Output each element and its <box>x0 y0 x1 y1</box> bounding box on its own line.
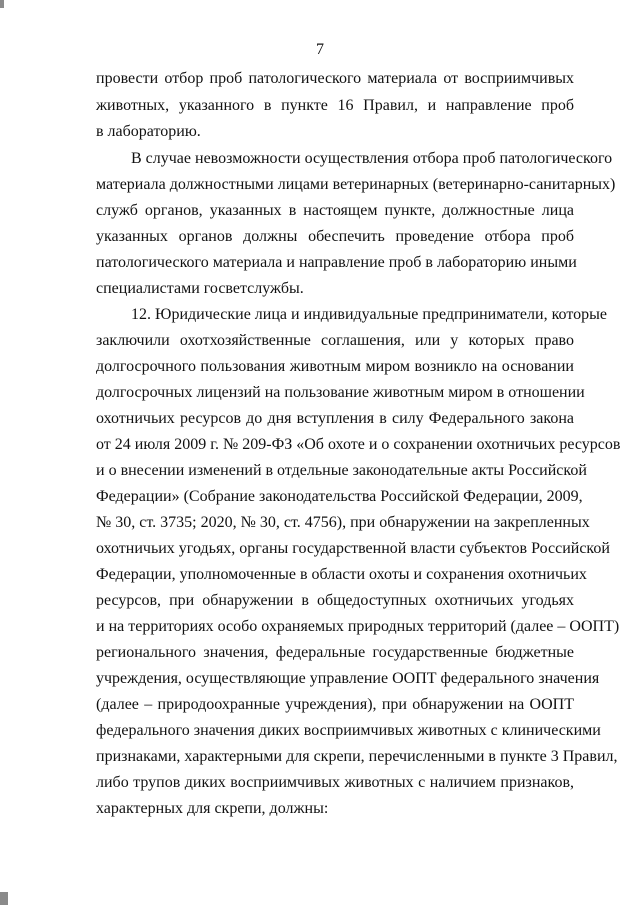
scan-edge-mark-bottom <box>0 892 8 905</box>
text-line: в лабораторию. <box>96 123 201 140</box>
text-line: характерных для скрепи, должны: <box>96 800 329 817</box>
text-line: провести отбор проб патологического материала от восприимчивых <box>96 70 574 87</box>
text-line: патологического материала и направление проб в лабораторию иными <box>96 254 577 271</box>
paragraph-first-line: В случае невозможности осуществления отбора проб патологического <box>131 150 613 167</box>
text-line: специалистами госветслужбы. <box>96 280 304 297</box>
text-line: долгосрочных лицензий на пользование животным миром в отношении <box>96 384 585 401</box>
text-line: и на территориях особо охраняемых природных территорий (далее – ООПТ) <box>96 618 620 635</box>
text-line: признаками, характерными для скрепи, перечисленными в пункте 3 Правил, <box>96 748 618 765</box>
text-line: указанных органов должны обеспечить проведение отбора проб <box>96 228 574 245</box>
text-line: № 30, ст. 3735; 2020, № 30, ст. 4756), при обнаружении на закрепленных <box>96 514 590 531</box>
text-line: учреждения, осуществляющие управление ООПТ федерального значения <box>96 670 600 687</box>
scan-edge-mark-top <box>0 0 4 8</box>
text-line: долгосрочного пользования животным миром возникло на основании <box>96 358 574 375</box>
text-line: регионального значения, федеральные государственные бюджетные <box>96 644 574 661</box>
text-line: ресурсов, при обнаружении в общедоступных охотничьих угодьях <box>96 592 574 609</box>
text-line: и о внесении изменений в отдельные законодательные акты Российской <box>96 462 587 479</box>
page-number: 7 <box>316 41 324 58</box>
text-line: охотничьих угодьях, органы государственной власти субъектов Российской <box>96 540 610 557</box>
text-line: материала должностными лицами ветеринарных (ветеринарно-санитарных) <box>96 176 616 193</box>
text-line: федерального значения диких восприимчивых животных с клиническими <box>96 722 601 739</box>
text-line: от 24 июля 2009 г. № 209-ФЗ «Об охоте и о сохранении охотничьих ресурсов <box>96 436 621 453</box>
text-line: животных, указанного в пункте 16 Правил, и направление проб <box>96 97 574 114</box>
text-line: (далее – природоохранные учреждения), при обнаружении на ООПТ <box>96 696 574 713</box>
text-line: охотничьих ресурсов до дня вступления в силу Федерального закона <box>96 410 574 427</box>
text-line: Федерации» (Собрание законодательства Российской Федерации, 2009, <box>96 488 583 505</box>
text-line: Федерации, уполномоченные в области охоты и сохранения охотничьих <box>96 566 587 583</box>
text-line: заключили охотхозяйственные соглашения, или у которых право <box>96 332 574 349</box>
paragraph-first-line: 12. Юридические лица и индивидуальные предприниматели, которые <box>131 306 607 323</box>
text-line: служб органов, указанных в настоящем пункте, должностные лица <box>96 202 574 219</box>
text-line: либо трупов диких восприимчивых животных с наличием признаков, <box>96 774 574 791</box>
